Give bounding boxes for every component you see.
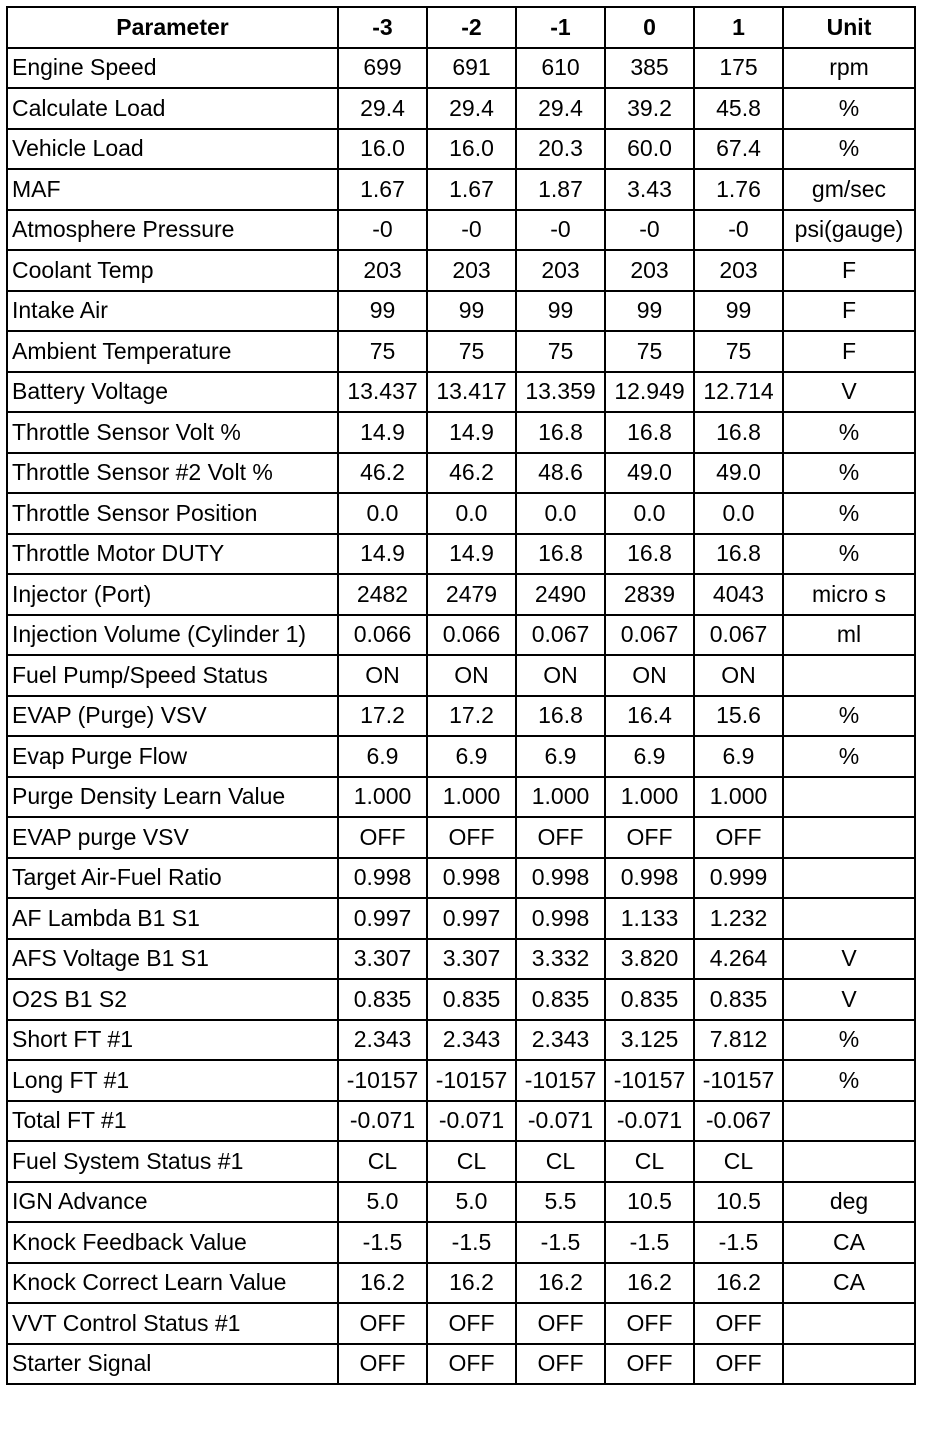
value-frame-minus-3-cell: ON <box>338 655 427 696</box>
value-frame-minus-2-cell: 0.835 <box>427 979 516 1020</box>
table-row <box>7 88 915 129</box>
value-frame-1-cell: 1.000 <box>694 777 783 818</box>
table-row <box>7 48 915 89</box>
value-frame-minus-1-cell: 3.332 <box>516 939 605 980</box>
value-frame-minus-2-cell: OFF <box>427 1344 516 1385</box>
value-frame-minus-3-cell: 14.9 <box>338 534 427 575</box>
value-frame-0-cell: 0.835 <box>605 979 694 1020</box>
value-frame-minus-1-cell: 2490 <box>516 574 605 615</box>
value-frame-minus-3-cell: 17.2 <box>338 696 427 737</box>
value-frame-1-cell: 4.264 <box>694 939 783 980</box>
table-row <box>7 655 915 696</box>
value-frame-minus-1-cell: -0 <box>516 210 605 251</box>
value-frame-minus-3-cell: 14.9 <box>338 412 427 453</box>
table-row <box>7 331 915 372</box>
unit-cell: % <box>783 1060 915 1101</box>
table-row <box>7 939 915 980</box>
value-frame-minus-2-cell: 0.0 <box>427 493 516 534</box>
value-frame-0-cell: 3.820 <box>605 939 694 980</box>
value-frame-minus-3-cell: OFF <box>338 1344 427 1385</box>
unit-cell: CA <box>783 1222 915 1263</box>
value-frame-minus-1-cell: 16.2 <box>516 1263 605 1304</box>
value-frame-1-cell: -1.5 <box>694 1222 783 1263</box>
value-frame-minus-1-cell: 29.4 <box>516 88 605 129</box>
value-frame-minus-3-cell: 46.2 <box>338 453 427 494</box>
value-frame-minus-2-cell: -0 <box>427 210 516 251</box>
value-frame-minus-1-cell: 0.067 <box>516 615 605 656</box>
parameter-name-cell: AF Lambda B1 S1 <box>7 898 338 939</box>
value-frame-minus-1-cell: 6.9 <box>516 736 605 777</box>
table-row <box>7 1182 915 1223</box>
unit-cell: % <box>783 696 915 737</box>
value-frame-minus-1-cell: 99 <box>516 291 605 332</box>
value-frame-minus-1-cell: 13.359 <box>516 372 605 413</box>
value-frame-minus-3-cell: OFF <box>338 1303 427 1344</box>
value-frame-0-cell: 16.4 <box>605 696 694 737</box>
unit-cell <box>783 1101 915 1142</box>
table-row <box>7 453 915 494</box>
table-row <box>7 777 915 818</box>
value-frame-0-cell: -1.5 <box>605 1222 694 1263</box>
parameter-table <box>6 6 916 1385</box>
header-frame-minus-1: -1 <box>516 7 605 48</box>
value-frame-minus-2-cell: 0.997 <box>427 898 516 939</box>
value-frame-0-cell: 16.8 <box>605 412 694 453</box>
value-frame-minus-3-cell: 0.997 <box>338 898 427 939</box>
value-frame-minus-1-cell: ON <box>516 655 605 696</box>
value-frame-1-cell: 16.8 <box>694 534 783 575</box>
value-frame-1-cell: CL <box>694 1141 783 1182</box>
value-frame-1-cell: 6.9 <box>694 736 783 777</box>
value-frame-0-cell: OFF <box>605 1303 694 1344</box>
value-frame-0-cell: 6.9 <box>605 736 694 777</box>
unit-cell: % <box>783 534 915 575</box>
parameter-name-cell: Engine Speed <box>7 48 338 89</box>
value-frame-minus-2-cell: ON <box>427 655 516 696</box>
unit-cell: % <box>783 129 915 170</box>
value-frame-minus-1-cell: 1.000 <box>516 777 605 818</box>
unit-cell <box>783 858 915 899</box>
value-frame-minus-1-cell: -10157 <box>516 1060 605 1101</box>
value-frame-1-cell: 75 <box>694 331 783 372</box>
table-row <box>7 291 915 332</box>
value-frame-1-cell: 45.8 <box>694 88 783 129</box>
value-frame-1-cell: 203 <box>694 250 783 291</box>
unit-cell <box>783 817 915 858</box>
value-frame-0-cell: 0.998 <box>605 858 694 899</box>
parameter-name-cell: Purge Density Learn Value <box>7 777 338 818</box>
value-frame-minus-1-cell: -1.5 <box>516 1222 605 1263</box>
parameter-name-cell: Intake Air <box>7 291 338 332</box>
value-frame-0-cell: 3.125 <box>605 1020 694 1061</box>
value-frame-minus-3-cell: 2482 <box>338 574 427 615</box>
unit-cell: F <box>783 250 915 291</box>
value-frame-minus-1-cell: 0.0 <box>516 493 605 534</box>
unit-cell: rpm <box>783 48 915 89</box>
unit-cell: deg <box>783 1182 915 1223</box>
table-row <box>7 1060 915 1101</box>
parameter-name-cell: Evap Purge Flow <box>7 736 338 777</box>
value-frame-minus-1-cell: 16.8 <box>516 534 605 575</box>
table-row <box>7 1263 915 1304</box>
value-frame-1-cell: 49.0 <box>694 453 783 494</box>
value-frame-1-cell: -0 <box>694 210 783 251</box>
unit-cell: ml <box>783 615 915 656</box>
value-frame-minus-2-cell: -0.071 <box>427 1101 516 1142</box>
value-frame-0-cell: OFF <box>605 817 694 858</box>
value-frame-minus-3-cell: 75 <box>338 331 427 372</box>
unit-cell: CA <box>783 1263 915 1304</box>
value-frame-minus-2-cell: 1.67 <box>427 169 516 210</box>
value-frame-1-cell: 99 <box>694 291 783 332</box>
value-frame-minus-2-cell: 2.343 <box>427 1020 516 1061</box>
table-row <box>7 1344 915 1385</box>
value-frame-minus-2-cell: 5.0 <box>427 1182 516 1223</box>
table-row <box>7 979 915 1020</box>
unit-cell: F <box>783 331 915 372</box>
value-frame-minus-1-cell: 48.6 <box>516 453 605 494</box>
value-frame-0-cell: 16.2 <box>605 1263 694 1304</box>
value-frame-0-cell: 12.949 <box>605 372 694 413</box>
parameter-name-cell: Starter Signal <box>7 1344 338 1385</box>
value-frame-minus-2-cell: 1.000 <box>427 777 516 818</box>
parameter-name-cell: Throttle Sensor Position <box>7 493 338 534</box>
value-frame-minus-3-cell: 699 <box>338 48 427 89</box>
value-frame-0-cell: 1.000 <box>605 777 694 818</box>
value-frame-minus-3-cell: 99 <box>338 291 427 332</box>
parameter-name-cell: Calculate Load <box>7 88 338 129</box>
table-row <box>7 574 915 615</box>
value-frame-1-cell: 0.067 <box>694 615 783 656</box>
value-frame-1-cell: 1.232 <box>694 898 783 939</box>
value-frame-minus-3-cell: CL <box>338 1141 427 1182</box>
unit-cell: % <box>783 493 915 534</box>
unit-cell <box>783 1303 915 1344</box>
table-row <box>7 615 915 656</box>
value-frame-1-cell: 0.835 <box>694 979 783 1020</box>
value-frame-minus-2-cell: 14.9 <box>427 412 516 453</box>
value-frame-minus-2-cell: 99 <box>427 291 516 332</box>
value-frame-minus-1-cell: 0.998 <box>516 898 605 939</box>
table-row <box>7 412 915 453</box>
value-frame-minus-1-cell: 203 <box>516 250 605 291</box>
table-row <box>7 1303 915 1344</box>
value-frame-1-cell: OFF <box>694 1303 783 1344</box>
parameter-name-cell: Atmosphere Pressure <box>7 210 338 251</box>
value-frame-minus-1-cell: 0.835 <box>516 979 605 1020</box>
value-frame-minus-1-cell: 20.3 <box>516 129 605 170</box>
unit-cell: V <box>783 979 915 1020</box>
unit-cell: % <box>783 88 915 129</box>
value-frame-minus-1-cell: 16.8 <box>516 696 605 737</box>
table-body <box>7 48 915 1385</box>
parameter-name-cell: Injector (Port) <box>7 574 338 615</box>
table-row <box>7 372 915 413</box>
value-frame-minus-3-cell: -0.071 <box>338 1101 427 1142</box>
parameter-name-cell: Battery Voltage <box>7 372 338 413</box>
value-frame-0-cell: 1.133 <box>605 898 694 939</box>
header-frame-1: 1 <box>694 7 783 48</box>
parameter-name-cell: EVAP purge VSV <box>7 817 338 858</box>
value-frame-minus-2-cell: 29.4 <box>427 88 516 129</box>
table-row <box>7 1222 915 1263</box>
value-frame-0-cell: 2839 <box>605 574 694 615</box>
unit-cell: V <box>783 939 915 980</box>
value-frame-minus-3-cell: -10157 <box>338 1060 427 1101</box>
value-frame-minus-3-cell: -1.5 <box>338 1222 427 1263</box>
value-frame-minus-2-cell: OFF <box>427 1303 516 1344</box>
value-frame-minus-2-cell: 3.307 <box>427 939 516 980</box>
value-frame-0-cell: 99 <box>605 291 694 332</box>
value-frame-minus-2-cell: 13.417 <box>427 372 516 413</box>
table-row <box>7 1020 915 1061</box>
value-frame-minus-1-cell: OFF <box>516 1344 605 1385</box>
value-frame-minus-1-cell: -0.071 <box>516 1101 605 1142</box>
value-frame-minus-3-cell: 5.0 <box>338 1182 427 1223</box>
value-frame-1-cell: 0.999 <box>694 858 783 899</box>
table-row <box>7 1101 915 1142</box>
table-row <box>7 898 915 939</box>
value-frame-minus-2-cell: 0.066 <box>427 615 516 656</box>
value-frame-minus-2-cell: 0.998 <box>427 858 516 899</box>
value-frame-0-cell: 60.0 <box>605 129 694 170</box>
value-frame-minus-2-cell: 46.2 <box>427 453 516 494</box>
table-row <box>7 169 915 210</box>
unit-cell <box>783 777 915 818</box>
header-parameter: Parameter <box>7 7 338 48</box>
value-frame-0-cell: OFF <box>605 1344 694 1385</box>
value-frame-1-cell: -10157 <box>694 1060 783 1101</box>
parameter-name-cell: Total FT #1 <box>7 1101 338 1142</box>
parameter-name-cell: Long FT #1 <box>7 1060 338 1101</box>
value-frame-minus-1-cell: CL <box>516 1141 605 1182</box>
unit-cell <box>783 655 915 696</box>
unit-cell: % <box>783 412 915 453</box>
header-frame-minus-2: -2 <box>427 7 516 48</box>
value-frame-minus-2-cell: -10157 <box>427 1060 516 1101</box>
value-frame-minus-3-cell: OFF <box>338 817 427 858</box>
header-row <box>7 7 915 48</box>
parameter-name-cell: Fuel Pump/Speed Status <box>7 655 338 696</box>
parameter-name-cell: O2S B1 S2 <box>7 979 338 1020</box>
value-frame-minus-1-cell: 2.343 <box>516 1020 605 1061</box>
unit-cell <box>783 1141 915 1182</box>
value-frame-minus-3-cell: 3.307 <box>338 939 427 980</box>
value-frame-1-cell: 7.812 <box>694 1020 783 1061</box>
parameter-name-cell: Fuel System Status #1 <box>7 1141 338 1182</box>
parameter-name-cell: Throttle Motor DUTY <box>7 534 338 575</box>
table-row <box>7 250 915 291</box>
value-frame-minus-2-cell: 2479 <box>427 574 516 615</box>
value-frame-0-cell: 0.0 <box>605 493 694 534</box>
value-frame-1-cell: 10.5 <box>694 1182 783 1223</box>
unit-cell: % <box>783 453 915 494</box>
value-frame-minus-1-cell: 16.8 <box>516 412 605 453</box>
value-frame-minus-2-cell: 16.0 <box>427 129 516 170</box>
unit-cell: % <box>783 736 915 777</box>
value-frame-0-cell: 75 <box>605 331 694 372</box>
value-frame-minus-3-cell: 16.0 <box>338 129 427 170</box>
parameter-name-cell: Knock Feedback Value <box>7 1222 338 1263</box>
value-frame-minus-3-cell: 0.066 <box>338 615 427 656</box>
parameter-name-cell: EVAP (Purge) VSV <box>7 696 338 737</box>
value-frame-1-cell: 4043 <box>694 574 783 615</box>
value-frame-1-cell: 16.2 <box>694 1263 783 1304</box>
value-frame-minus-1-cell: 610 <box>516 48 605 89</box>
value-frame-minus-1-cell: 0.998 <box>516 858 605 899</box>
unit-cell: psi(gauge) <box>783 210 915 251</box>
parameter-name-cell: Knock Correct Learn Value <box>7 1263 338 1304</box>
value-frame-minus-1-cell: 75 <box>516 331 605 372</box>
value-frame-minus-2-cell: OFF <box>427 817 516 858</box>
value-frame-1-cell: 67.4 <box>694 129 783 170</box>
value-frame-minus-2-cell: CL <box>427 1141 516 1182</box>
table-row <box>7 534 915 575</box>
parameter-name-cell: VVT Control Status #1 <box>7 1303 338 1344</box>
header-frame-0: 0 <box>605 7 694 48</box>
unit-cell: % <box>783 1020 915 1061</box>
value-frame-minus-2-cell: 14.9 <box>427 534 516 575</box>
value-frame-0-cell: -0.071 <box>605 1101 694 1142</box>
value-frame-0-cell: 16.8 <box>605 534 694 575</box>
value-frame-minus-1-cell: OFF <box>516 1303 605 1344</box>
table-row <box>7 1141 915 1182</box>
value-frame-minus-3-cell: 0.0 <box>338 493 427 534</box>
value-frame-minus-3-cell: 29.4 <box>338 88 427 129</box>
value-frame-1-cell: 1.76 <box>694 169 783 210</box>
value-frame-minus-1-cell: OFF <box>516 817 605 858</box>
value-frame-1-cell: 12.714 <box>694 372 783 413</box>
value-frame-minus-3-cell: 0.998 <box>338 858 427 899</box>
value-frame-minus-2-cell: 75 <box>427 331 516 372</box>
value-frame-minus-2-cell: 6.9 <box>427 736 516 777</box>
parameter-name-cell: IGN Advance <box>7 1182 338 1223</box>
table-row <box>7 696 915 737</box>
table-row <box>7 817 915 858</box>
value-frame-minus-3-cell: 1.000 <box>338 777 427 818</box>
parameter-name-cell: AFS Voltage B1 S1 <box>7 939 338 980</box>
value-frame-minus-2-cell: 691 <box>427 48 516 89</box>
value-frame-1-cell: OFF <box>694 1344 783 1385</box>
value-frame-1-cell: 16.8 <box>694 412 783 453</box>
value-frame-minus-1-cell: 1.87 <box>516 169 605 210</box>
value-frame-minus-3-cell: 13.437 <box>338 372 427 413</box>
value-frame-0-cell: -0 <box>605 210 694 251</box>
value-frame-0-cell: 39.2 <box>605 88 694 129</box>
parameter-name-cell: Ambient Temperature <box>7 331 338 372</box>
unit-cell: F <box>783 291 915 332</box>
parameter-name-cell: Injection Volume (Cylinder 1) <box>7 615 338 656</box>
value-frame-minus-2-cell: 17.2 <box>427 696 516 737</box>
value-frame-0-cell: 0.067 <box>605 615 694 656</box>
value-frame-1-cell: 175 <box>694 48 783 89</box>
header-frame-minus-3: -3 <box>338 7 427 48</box>
unit-cell: gm/sec <box>783 169 915 210</box>
parameter-name-cell: MAF <box>7 169 338 210</box>
unit-cell <box>783 1344 915 1385</box>
value-frame-0-cell: 385 <box>605 48 694 89</box>
value-frame-minus-3-cell: 203 <box>338 250 427 291</box>
value-frame-minus-3-cell: 1.67 <box>338 169 427 210</box>
parameter-name-cell: Short FT #1 <box>7 1020 338 1061</box>
value-frame-1-cell: 15.6 <box>694 696 783 737</box>
parameter-name-cell: Throttle Sensor #2 Volt % <box>7 453 338 494</box>
unit-cell: micro s <box>783 574 915 615</box>
value-frame-minus-3-cell: -0 <box>338 210 427 251</box>
header-unit: Unit <box>783 7 915 48</box>
value-frame-minus-2-cell: 16.2 <box>427 1263 516 1304</box>
value-frame-0-cell: ON <box>605 655 694 696</box>
table-row <box>7 210 915 251</box>
value-frame-minus-2-cell: -1.5 <box>427 1222 516 1263</box>
value-frame-0-cell: CL <box>605 1141 694 1182</box>
parameter-name-cell: Throttle Sensor Volt % <box>7 412 338 453</box>
table-row <box>7 493 915 534</box>
value-frame-0-cell: 49.0 <box>605 453 694 494</box>
value-frame-minus-1-cell: 5.5 <box>516 1182 605 1223</box>
table-row <box>7 858 915 899</box>
table-row <box>7 129 915 170</box>
value-frame-minus-3-cell: 0.835 <box>338 979 427 1020</box>
table-row <box>7 736 915 777</box>
value-frame-1-cell: 0.0 <box>694 493 783 534</box>
value-frame-minus-3-cell: 2.343 <box>338 1020 427 1061</box>
value-frame-0-cell: -10157 <box>605 1060 694 1101</box>
parameter-name-cell: Vehicle Load <box>7 129 338 170</box>
value-frame-0-cell: 203 <box>605 250 694 291</box>
parameter-name-cell: Target Air-Fuel Ratio <box>7 858 338 899</box>
value-frame-minus-2-cell: 203 <box>427 250 516 291</box>
value-frame-minus-3-cell: 16.2 <box>338 1263 427 1304</box>
value-frame-0-cell: 10.5 <box>605 1182 694 1223</box>
value-frame-1-cell: ON <box>694 655 783 696</box>
value-frame-1-cell: OFF <box>694 817 783 858</box>
value-frame-1-cell: -0.067 <box>694 1101 783 1142</box>
value-frame-0-cell: 3.43 <box>605 169 694 210</box>
parameter-name-cell: Coolant Temp <box>7 250 338 291</box>
unit-cell <box>783 898 915 939</box>
value-frame-minus-3-cell: 6.9 <box>338 736 427 777</box>
unit-cell: V <box>783 372 915 413</box>
